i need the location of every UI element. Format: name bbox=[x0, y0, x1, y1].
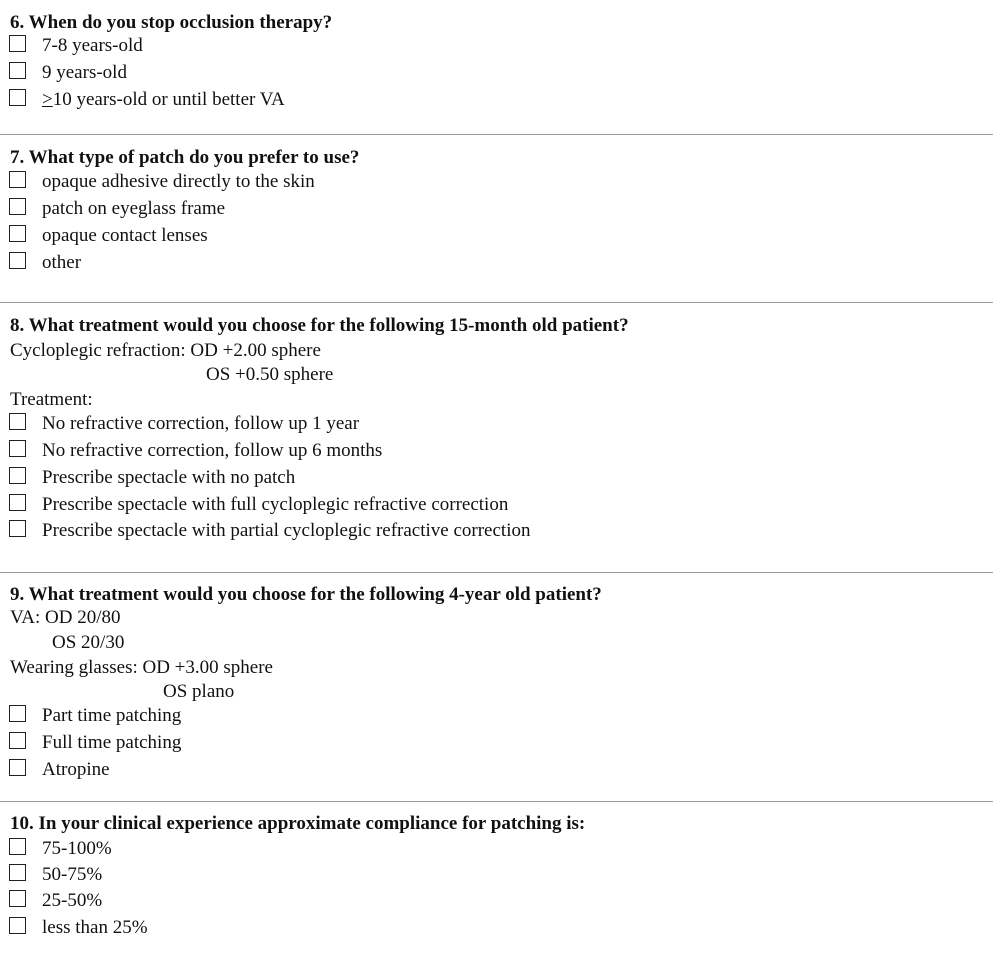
q10-option-4-label: less than 25% bbox=[42, 917, 148, 938]
checkbox[interactable] bbox=[9, 759, 26, 776]
q9-glasses-os: OS plano bbox=[163, 681, 235, 702]
checkbox[interactable] bbox=[9, 732, 26, 749]
q7-option-3-label: opaque contact lenses bbox=[42, 225, 208, 246]
q9-va-od: VA: OD 20/80 bbox=[10, 607, 121, 628]
checkbox[interactable] bbox=[9, 62, 26, 79]
q10-option-3-label: 25-50% bbox=[42, 890, 103, 911]
question-7-title: 7. What type of patch do you prefer to use? bbox=[10, 147, 360, 168]
divider bbox=[0, 302, 993, 303]
q7-option-4-label: other bbox=[42, 252, 82, 273]
q7-option-2-label: patch on eyeglass frame bbox=[42, 198, 226, 219]
question-9-title: 9. What treatment would you choose for the following 4-year old patient? bbox=[10, 584, 602, 605]
greater-or-equal-symbol: > bbox=[42, 89, 53, 110]
q8-option-5-label: Prescribe spectacle with partial cycloplegic refractive correction bbox=[42, 520, 531, 541]
q8-refraction-os: OS +0.50 sphere bbox=[206, 364, 334, 385]
q6-option-2-label: 9 years-old bbox=[42, 62, 127, 83]
checkbox[interactable] bbox=[9, 494, 26, 511]
checkbox[interactable] bbox=[9, 35, 26, 52]
q8-option-4-label: Prescribe spectacle with full cycloplegic refractive correction bbox=[42, 494, 509, 515]
q10-option-2-label: 50-75% bbox=[42, 864, 103, 885]
q9-glasses-od: Wearing glasses: OD +3.00 sphere bbox=[10, 657, 273, 678]
checkbox[interactable] bbox=[9, 520, 26, 537]
checkbox[interactable] bbox=[9, 440, 26, 457]
q8-treatment-label: Treatment: bbox=[10, 389, 93, 410]
checkbox[interactable] bbox=[9, 838, 26, 855]
q9-option-1-label: Part time patching bbox=[42, 705, 182, 726]
divider bbox=[0, 572, 993, 573]
question-10-title: 10. In your clinical experience approximate compliance for patching is: bbox=[10, 813, 586, 834]
q8-option-1-label: No refractive correction, follow up 1 year bbox=[42, 413, 360, 434]
checkbox[interactable] bbox=[9, 198, 26, 215]
divider bbox=[0, 801, 993, 802]
q6-option-1-label: 7-8 years-old bbox=[42, 35, 143, 56]
question-8-title: 8. What treatment would you choose for the following 15-month old patient? bbox=[10, 315, 629, 336]
q9-option-3-label: Atropine bbox=[42, 759, 110, 780]
checkbox[interactable] bbox=[9, 864, 26, 881]
checkbox[interactable] bbox=[9, 890, 26, 907]
q7-option-1-label: opaque adhesive directly to the skin bbox=[42, 171, 315, 192]
checkbox[interactable] bbox=[9, 413, 26, 430]
q9-va-os: OS 20/30 bbox=[52, 632, 125, 653]
q8-option-2-label: No refractive correction, follow up 6 months bbox=[42, 440, 383, 461]
q9-option-2-label: Full time patching bbox=[42, 732, 182, 753]
q8-option-3-label: Prescribe spectacle with no patch bbox=[42, 467, 296, 488]
divider bbox=[0, 134, 993, 135]
checkbox[interactable] bbox=[9, 89, 26, 106]
q8-refraction-od: Cycloplegic refraction: OD +2.00 sphere bbox=[10, 340, 321, 361]
checkbox[interactable] bbox=[9, 467, 26, 484]
q6-option-3-label bbox=[42, 89, 285, 111]
question-6-title: 6. When do you stop occlusion therapy? bbox=[10, 12, 333, 33]
checkbox[interactable] bbox=[9, 225, 26, 242]
checkbox[interactable] bbox=[9, 252, 26, 269]
checkbox[interactable] bbox=[9, 171, 26, 188]
checkbox[interactable] bbox=[9, 705, 26, 722]
checkbox[interactable] bbox=[9, 917, 26, 934]
q6-option-3-text: 10 years-old or until better VA bbox=[52, 89, 285, 110]
q10-option-1-label: 75-100% bbox=[42, 838, 112, 859]
